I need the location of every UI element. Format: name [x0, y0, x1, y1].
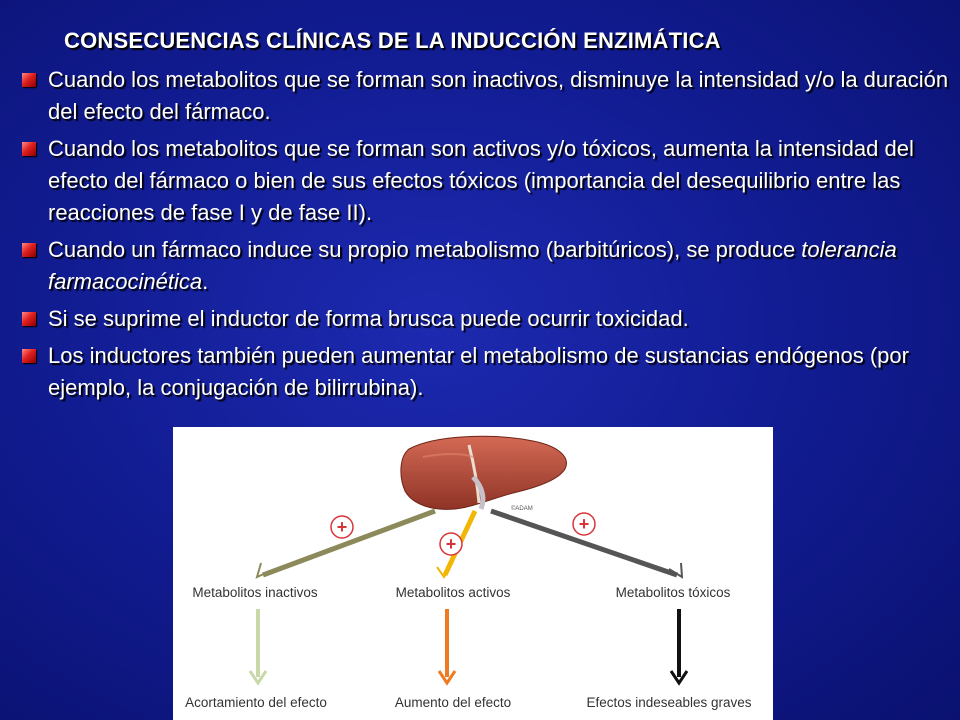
- bullet-text: Si se suprime el inductor de forma brusca puede ocurrir toxicidad.: [48, 306, 689, 331]
- bullet-text: Cuando los metabolitos que se forman son inactivos, disminuye la intensidad y/o la duración del efecto del fármaco.: [48, 67, 949, 124]
- diagram-svg: [173, 427, 773, 720]
- plus-symbol: +: [445, 534, 457, 554]
- bullet-text-end: .: [202, 269, 209, 294]
- label-metabolitos-toxicos: Metabolitos tóxicos: [615, 585, 731, 600]
- bullet-list: [20, 64, 955, 409]
- bullet-item: [20, 133, 955, 229]
- bullet-text: Los inductores también pueden aumentar el metabolismo de sustancias endógenos (por ejemplo, la conjugación de bilirrubina).: [48, 343, 909, 400]
- plus-badge-inactive: [331, 516, 353, 538]
- effect-arrow-inactive: [250, 609, 266, 683]
- branch-arrowhead-active: [437, 567, 450, 577]
- label-metabolitos-inactivos: Metabolitos inactivos: [192, 585, 318, 600]
- bullet-square-icon: [22, 243, 36, 257]
- bullet-text-start: Cuando un fármaco induce su propio metabolismo (barbitúricos), se produce: [48, 237, 802, 262]
- bullet-item: [20, 64, 955, 128]
- bullet-square-icon: [22, 349, 36, 363]
- effect-arrow-active: [439, 609, 455, 683]
- bullet-text-emphasis: tolerancia farmacocinética: [48, 237, 897, 294]
- bullet-item: [20, 234, 955, 298]
- label-efectos-indeseables-graves: Efectos indeseables graves: [586, 695, 752, 710]
- plus-symbol: +: [336, 517, 348, 537]
- bullet-square-icon: [22, 73, 36, 87]
- slide-title: CONSECUENCIAS CLÍNICAS DE LA INDUCCIÓN ENZIMÁTICA: [64, 28, 721, 53]
- bullet-square-icon: [22, 142, 36, 156]
- plus-symbol: +: [578, 514, 590, 534]
- plus-badge-toxic: [573, 513, 595, 535]
- plus-badge-active: [440, 533, 462, 555]
- metabolism-diagram: [173, 427, 773, 720]
- bullet-square-icon: [22, 312, 36, 326]
- bullet-item: [20, 340, 955, 404]
- label-metabolitos-activos: Metabolitos activos: [395, 585, 511, 600]
- label-aumento-del-efecto: Aumento del efecto: [394, 695, 512, 710]
- bullet-text: Cuando los metabolitos que se forman son activos y/o tóxicos, aumenta la intensidad del efecto del fármaco o bien de sus efectos tóxicos (importancia del desequilibrio entre las reacciones de fase I y de fase II).: [48, 136, 914, 225]
- effect-arrow-toxic: [671, 609, 687, 683]
- adam-watermark: ©ADAM: [511, 506, 533, 512]
- liver-icon: [401, 436, 567, 509]
- bullet-item: [20, 303, 955, 335]
- label-acortamiento-del-efecto: Acortamiento del efecto: [185, 695, 327, 710]
